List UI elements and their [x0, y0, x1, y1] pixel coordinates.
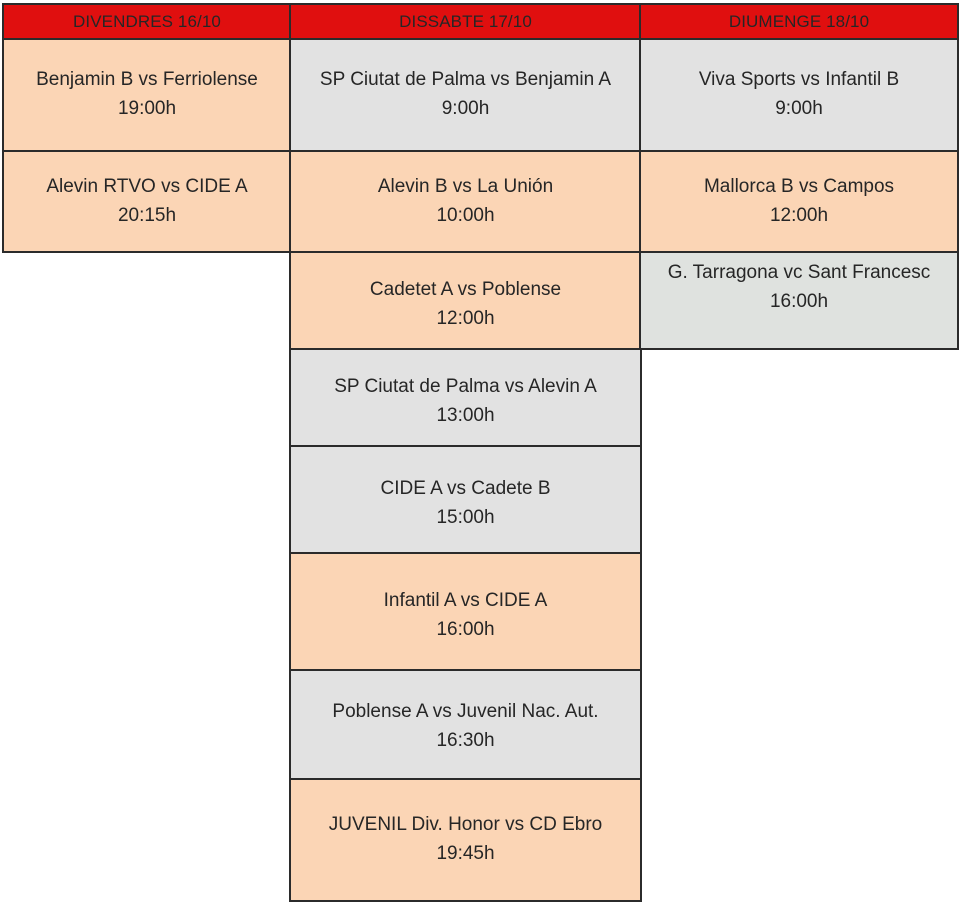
- match-teams: Cadetet A vs Poblense: [369, 279, 562, 300]
- match-teams: Mallorca B vs Campos: [703, 176, 895, 197]
- match-teams: Poblense A vs Juvenil Nac. Aut.: [332, 701, 599, 722]
- match-cell: [289, 350, 642, 447]
- match-teams: Infantil A vs CIDE A: [383, 590, 548, 611]
- match-cell: [289, 554, 642, 671]
- match-time: 16:00h: [436, 619, 495, 640]
- day-header: DISSABTE 17/10: [289, 3, 642, 40]
- match-time: 15:00h: [436, 507, 495, 528]
- match-cell: [2, 40, 292, 152]
- match-teams: JUVENIL Div. Honor vs CD Ebro: [328, 814, 603, 835]
- match-cell: [289, 447, 642, 554]
- match-teams: Benjamin B vs Ferriolense: [36, 69, 258, 90]
- match-cell: [639, 152, 959, 253]
- match-cell: [289, 40, 642, 152]
- match-cell: [289, 780, 642, 902]
- match-time: 20:15h: [117, 205, 177, 226]
- day-header: DIVENDRES 16/10: [2, 3, 292, 40]
- day-header: DIUMENGE 18/10: [639, 3, 959, 40]
- match-time: 13:00h: [436, 405, 495, 426]
- match-time: 16:30h: [436, 730, 495, 751]
- day-column-friday: [3, 3, 291, 253]
- match-cell: [639, 40, 959, 152]
- match-time: 12:00h: [436, 308, 495, 329]
- match-teams: SP Ciutat de Palma vs Alevin A: [334, 376, 597, 397]
- match-teams: Viva Sports vs Infantil B: [698, 69, 900, 90]
- match-cell: [2, 152, 292, 253]
- match-time: 9:00h: [441, 98, 490, 119]
- match-time: 9:00h: [775, 98, 823, 119]
- match-time: 12:00h: [769, 205, 829, 226]
- match-cell: [639, 253, 959, 350]
- match-teams: CIDE A vs Cadete B: [380, 478, 551, 499]
- match-teams: Alevin RTVO vs CIDE A: [46, 176, 248, 197]
- match-time: 19:45h: [436, 843, 495, 864]
- match-cell: [289, 152, 642, 253]
- match-cell: [289, 253, 642, 350]
- match-cell: [289, 671, 642, 780]
- day-column-saturday: [290, 3, 641, 902]
- match-time: 16:00h: [769, 291, 829, 312]
- match-teams: G. Tarragona vc Sant Francesc: [667, 262, 931, 283]
- match-time: 10:00h: [436, 205, 495, 226]
- day-column-sunday: [640, 3, 958, 350]
- match-teams: SP Ciutat de Palma vs Benjamin A: [319, 69, 612, 90]
- match-teams: Alevin B vs La Unión: [377, 176, 554, 197]
- match-time: 19:00h: [117, 98, 177, 119]
